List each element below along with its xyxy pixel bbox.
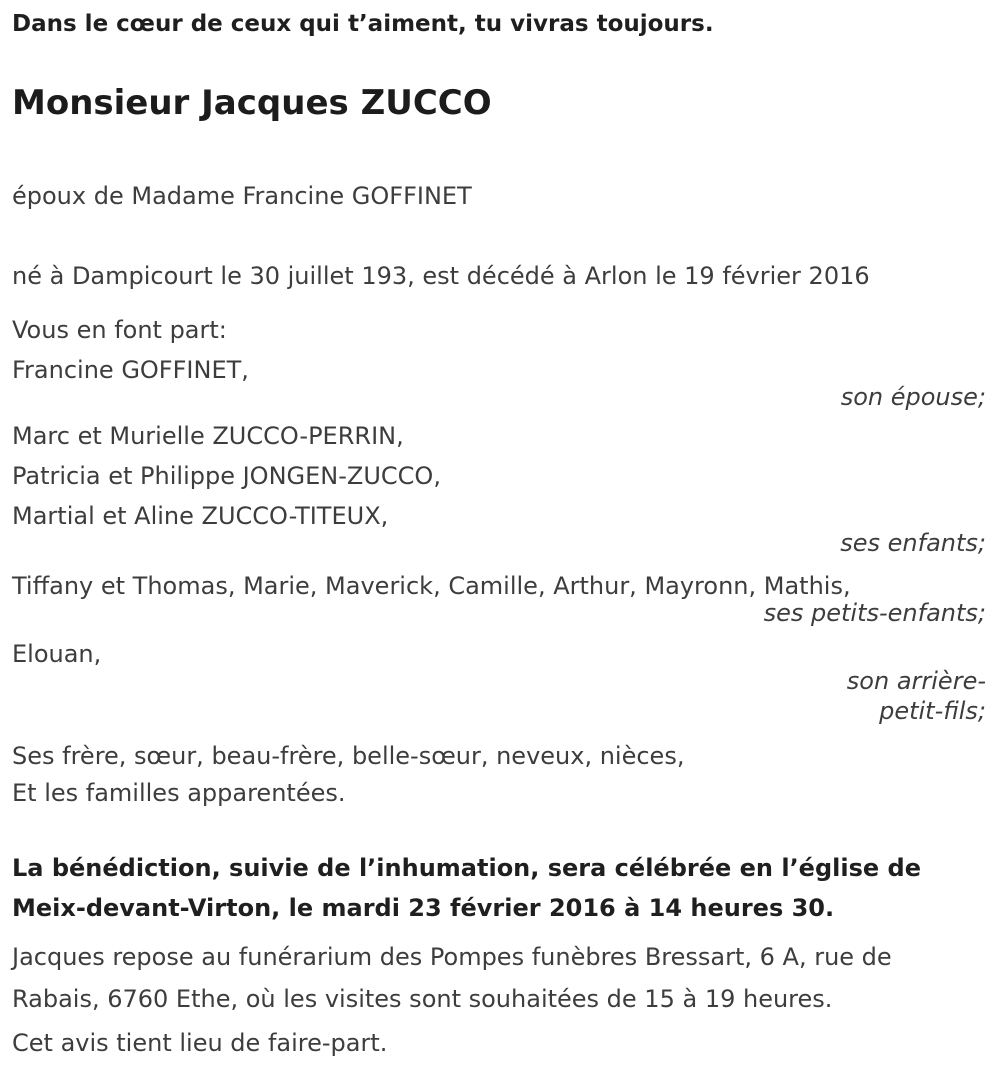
family-names-line: Martial et Aline ZUCCO-TITEUX,: [12, 502, 389, 530]
closing-family-lines: [12, 738, 986, 812]
repose-visits-paragraph: Jacques repose au funérarium des Pompes funèbres Bressart, 6 A, rue de Rabais, 6760 Ethe, où les visites sont souhaitées de 15 à 19 heures.: [12, 943, 892, 1013]
family-group-children: [12, 416, 986, 558]
spouse-line: époux de Madame Francine GOFFINET: [12, 182, 472, 210]
relation-label: petit-fils;: [879, 697, 986, 725]
birth-death-line: né à Dampicourt le 30 juillet 193, est décédé à Arlon le 19 février 2016: [12, 262, 870, 290]
closing-line: Ses frère, sœur, beau-frère, belle-sœur, neveux, nièces,: [12, 742, 685, 770]
ceremony-announcement: La bénédiction, suivie de l’inhumation, sera célébrée en l’église de Meix-devant-Virton, le mardi 23 février 2016 à 14 heures 30.: [12, 854, 921, 922]
relation-label: ses enfants;: [840, 529, 986, 557]
deceased-name-title: Monsieur Jacques ZUCCO: [12, 83, 492, 123]
relation-label: ses petits-enfants;: [763, 599, 986, 627]
relation-label: son arrière-: [846, 667, 986, 695]
family-names-line: Elouan,: [12, 640, 102, 668]
family-names-line: Tiffany et Thomas, Marie, Maverick, Camille, Arthur, Mayronn, Mathis,: [12, 572, 851, 600]
announcement-intro: Vous en font part:: [12, 316, 227, 344]
family-group-spouse: [12, 350, 986, 412]
relation-label: son épouse;: [840, 383, 986, 411]
family-names-line: Francine GOFFINET,: [12, 356, 249, 384]
closing-line: Et les familles apparentées.: [12, 779, 346, 807]
final-notice-line: Cet avis tient lieu de faire-part.: [12, 1029, 388, 1057]
epitaph-line: Dans le cœur de ceux qui t’aiment, tu vivras toujours.: [12, 11, 714, 37]
family-group-grandchildren: [12, 566, 986, 628]
family-names-line: Patricia et Philippe JONGEN-ZUCCO,: [12, 462, 441, 490]
family-names-line: Marc et Murielle ZUCCO-PERRIN,: [12, 422, 404, 450]
family-group-great-grandchild: [12, 634, 986, 726]
